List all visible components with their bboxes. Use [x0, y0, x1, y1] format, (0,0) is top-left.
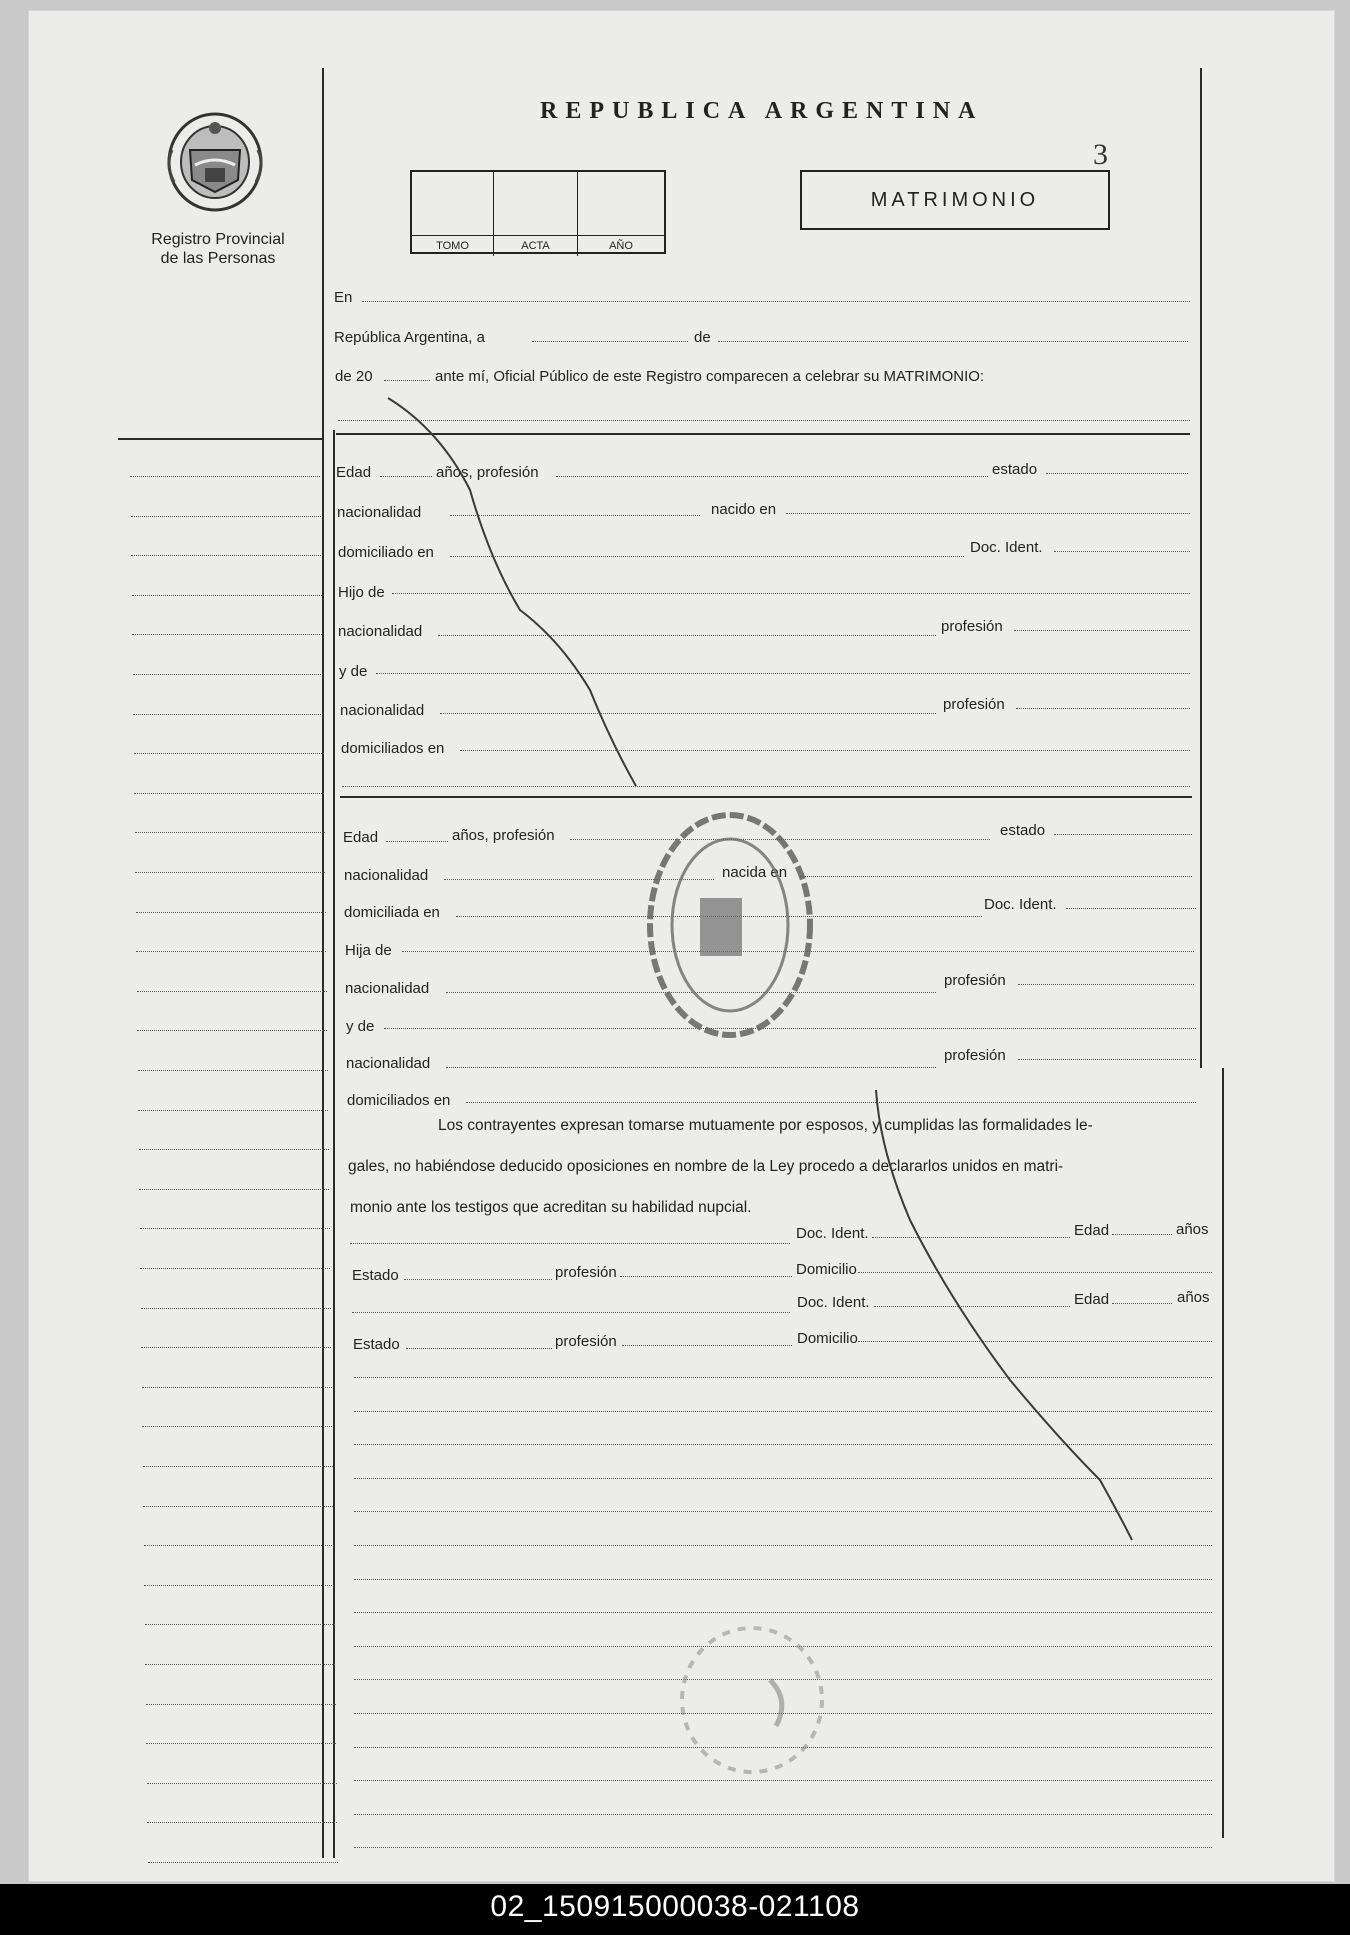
observation-line[interactable] — [354, 1545, 1212, 1546]
groom-extra-field[interactable] — [342, 786, 1190, 787]
groom-mother-nacionalidad-field[interactable] — [440, 713, 936, 714]
ano-label: AÑO — [578, 235, 664, 256]
observation-line[interactable] — [354, 1646, 1212, 1647]
bride-mother-nacionalidad-field[interactable] — [446, 1067, 936, 1068]
intro-extra-field[interactable] — [338, 420, 1190, 421]
witness2-edad-field[interactable] — [1112, 1303, 1172, 1304]
bride-edad-label: Edad — [343, 829, 379, 846]
observation-line[interactable] — [354, 1747, 1212, 1748]
witness1-name-field[interactable] — [350, 1243, 790, 1244]
observation-line[interactable] — [354, 1444, 1212, 1445]
groom-profesion-label: años, profesión — [436, 464, 539, 481]
groom-domiciliado-field[interactable] — [450, 556, 964, 557]
margin-note-line[interactable] — [143, 1466, 333, 1467]
groom-hijo-label: Hijo de — [338, 584, 385, 601]
intro-ante-label: ante mí, Oficial Público de este Registro comparecen a celebrar su MATRIMONIO: — [435, 368, 985, 385]
margin-note-line[interactable] — [130, 476, 320, 477]
witness2-profesion-field[interactable] — [622, 1345, 792, 1346]
witness2-profesion-label: profesión — [555, 1333, 617, 1350]
groom-estado-label: estado — [992, 461, 1038, 478]
groom-edad-field[interactable] — [380, 476, 432, 477]
intro-en-label: En — [334, 289, 353, 306]
witness2-doc-field[interactable] — [874, 1306, 1070, 1307]
act-type-box: MATRIMONIO — [800, 170, 1110, 230]
witness2-estado-field[interactable] — [406, 1348, 552, 1349]
witness1-estado-label: Estado — [352, 1267, 399, 1284]
tomo-acta-ano-grid — [410, 170, 666, 254]
groom-mother-field[interactable] — [376, 673, 1190, 674]
witness2-domicilio-field[interactable] — [858, 1341, 1212, 1342]
observation-line[interactable] — [354, 1612, 1212, 1613]
groom-father-profesion-field[interactable] — [1014, 630, 1190, 631]
intro-month-field[interactable] — [718, 341, 1188, 342]
observation-line[interactable] — [354, 1847, 1212, 1848]
margin-note-line[interactable] — [137, 1030, 327, 1031]
observation-line[interactable] — [354, 1511, 1212, 1512]
witness1-edad-label: Edad — [1074, 1222, 1110, 1239]
observation-line[interactable] — [354, 1780, 1212, 1781]
body-right-border-upper — [1200, 68, 1202, 1068]
intro-de-label: de — [694, 329, 711, 346]
bride-domiciliados-label: domiciliados en — [347, 1092, 451, 1109]
groom-father-nacionalidad-label: nacionalidad — [338, 623, 423, 640]
bride-domiciliados-field[interactable] — [466, 1102, 1196, 1103]
observation-line[interactable] — [354, 1411, 1212, 1412]
groom-y-de-label: y de — [339, 663, 368, 680]
margin-note-line[interactable] — [133, 714, 323, 715]
groom-nacionalidad-label: nacionalidad — [337, 504, 422, 521]
witness2-edad-label: Edad — [1074, 1291, 1110, 1308]
registry-line-2: de las Personas — [160, 250, 276, 267]
bride-mother-field[interactable] — [384, 1028, 1196, 1029]
intro-republica-label: República Argentina, a — [334, 329, 485, 346]
margin-note-line[interactable] — [134, 753, 324, 754]
bride-father-nacionalidad-field[interactable] — [446, 992, 936, 993]
groom-doc-label: Doc. Ident. — [970, 539, 1043, 556]
document-sheet — [28, 10, 1335, 1882]
margin-note-line[interactable] — [145, 1664, 335, 1665]
margin-note-line[interactable] — [141, 1308, 331, 1309]
groom-mother-nacionalidad-label: nacionalidad — [340, 702, 425, 719]
left-margin-divider — [322, 68, 324, 1858]
witness2-anos-label: años — [1177, 1289, 1210, 1306]
bride-hija-field[interactable] — [402, 951, 1194, 952]
groom-mother-profesion-label: profesión — [943, 696, 1005, 713]
groom-domiciliados-label: domiciliados en — [341, 740, 445, 757]
page-number: 3 — [1093, 138, 1108, 171]
groom-hijo-field[interactable] — [392, 593, 1190, 594]
bride-estado-label: estado — [1000, 822, 1046, 839]
witness1-profesion-field[interactable] — [620, 1276, 792, 1277]
observation-line[interactable] — [354, 1377, 1212, 1378]
margin-note-line[interactable] — [139, 1189, 329, 1190]
margin-note-line[interactable] — [137, 991, 327, 992]
observation-line[interactable] — [354, 1579, 1212, 1580]
bride-father-profesion-field[interactable] — [1018, 984, 1194, 985]
margin-note-line[interactable] — [135, 872, 325, 873]
bride-father-nacionalidad-label: nacionalidad — [345, 980, 430, 997]
witness2-name-field[interactable] — [352, 1312, 790, 1313]
witness2-domicilio-label: Domicilio — [797, 1330, 858, 1347]
witness2-doc-label: Doc. Ident. — [797, 1294, 870, 1311]
bride-profesion-field[interactable] — [570, 839, 990, 840]
image-caption-bar — [0, 1884, 1350, 1935]
margin-note-line[interactable] — [136, 912, 326, 913]
body-left-border — [333, 430, 335, 1858]
margin-note-line[interactable] — [144, 1545, 334, 1546]
observation-line[interactable] — [354, 1478, 1212, 1479]
bride-domiciliada-label: domiciliada en — [344, 904, 440, 921]
margin-note-line[interactable] — [140, 1268, 330, 1269]
bride-nacida-label: nacida en — [722, 864, 788, 881]
acta-cell[interactable] — [494, 172, 578, 256]
witness1-domicilio-label: Domicilio — [796, 1261, 857, 1278]
groom-nacido-field[interactable] — [786, 513, 1190, 514]
bride-nacida-field[interactable] — [800, 876, 1192, 877]
groom-nacido-label: nacido en — [711, 501, 777, 518]
margin-note-line[interactable] — [145, 1624, 335, 1625]
margin-note-line[interactable] — [138, 1070, 328, 1071]
margin-note-line[interactable] — [148, 1862, 338, 1863]
margin-note-line[interactable] — [135, 832, 325, 833]
bride-mother-nacionalidad-label: nacionalidad — [346, 1055, 431, 1072]
section-separator-bride — [340, 796, 1192, 798]
body-right-border-lower — [1222, 1068, 1224, 1838]
groom-mother-profesion-field[interactable] — [1016, 708, 1190, 709]
groom-profesion-field[interactable] — [556, 476, 988, 477]
groom-edad-label: Edad — [336, 464, 372, 481]
tomo-label: TOMO — [412, 235, 493, 256]
groom-estado-field[interactable] — [1046, 473, 1188, 474]
margin-note-line[interactable] — [138, 1110, 328, 1111]
margin-note-line[interactable] — [146, 1743, 336, 1744]
bride-father-profesion-label: profesión — [944, 972, 1006, 989]
bride-profesion-label: años, profesión — [452, 827, 555, 844]
margin-note-line[interactable] — [147, 1783, 337, 1784]
intro-year-field[interactable] — [384, 380, 430, 381]
witness1-anos-label: años — [1176, 1221, 1209, 1238]
acta-label: ACTA — [494, 235, 577, 256]
margin-note-line[interactable] — [139, 1149, 329, 1150]
margin-note-line[interactable] — [142, 1426, 332, 1427]
margin-note-line[interactable] — [132, 634, 322, 635]
margin-separator-line — [118, 438, 322, 440]
bride-mother-profesion-label: profesión — [944, 1047, 1006, 1064]
bride-nacionalidad-label: nacionalidad — [344, 867, 429, 884]
bride-mother-profesion-field[interactable] — [1018, 1059, 1196, 1060]
declaration-line-2: gales, no habiéndose deducido oposiciones en nombre de la Ley procedo a declararlos unidos en matri- — [348, 1158, 1064, 1175]
groom-domiciliado-label: domiciliado en — [338, 544, 434, 561]
observation-line[interactable] — [354, 1713, 1212, 1714]
margin-note-line[interactable] — [147, 1822, 337, 1823]
bride-estado-field[interactable] — [1054, 834, 1192, 835]
bride-domiciliada-field[interactable] — [456, 916, 982, 917]
observation-line[interactable] — [354, 1679, 1212, 1680]
observation-line[interactable] — [354, 1814, 1212, 1815]
declaration-paragraph — [346, 1105, 1206, 1228]
margin-note-line[interactable] — [133, 674, 323, 675]
ano-cell[interactable] — [578, 172, 664, 256]
witness2-estado-label: Estado — [353, 1336, 400, 1353]
margin-note-line[interactable] — [131, 516, 321, 517]
margin-note-line[interactable] — [142, 1387, 332, 1388]
intro-day-field[interactable] — [532, 341, 688, 342]
declaration-line-1: Los contrayentes expresan tomarse mutuamente por esposos, y cumplidas las formalidades le- — [438, 1117, 1093, 1134]
groom-nacionalidad-field[interactable] — [450, 515, 700, 516]
declaration-line-3: monio ante los testigos que acreditan su habilidad nupcial. — [350, 1199, 752, 1216]
bride-hija-label: Hija de — [345, 942, 392, 959]
margin-note-line[interactable] — [141, 1347, 331, 1348]
witness1-doc-field[interactable] — [872, 1237, 1070, 1238]
bride-nacionalidad-field[interactable] — [444, 879, 714, 880]
margin-note-line[interactable] — [144, 1585, 334, 1586]
margin-note-line[interactable] — [134, 793, 324, 794]
witness1-edad-field[interactable] — [1112, 1234, 1172, 1235]
section-separator-groom — [336, 433, 1190, 435]
groom-doc-field[interactable] — [1054, 551, 1190, 552]
document-title: REPUBLICA ARGENTINA — [540, 98, 984, 124]
intro-en-field[interactable] — [362, 301, 1190, 302]
bride-doc-label: Doc. Ident. — [984, 896, 1057, 913]
bride-doc-field[interactable] — [1066, 908, 1196, 909]
groom-father-nacionalidad-field[interactable] — [438, 635, 936, 636]
groom-father-profesion-label: profesión — [941, 618, 1003, 635]
provincial-seal-icon — [160, 110, 270, 215]
margin-note-line[interactable] — [143, 1506, 333, 1507]
tomo-cell[interactable] — [412, 172, 494, 256]
margin-note-line[interactable] — [132, 595, 322, 596]
bride-edad-field[interactable] — [386, 841, 448, 842]
witness1-estado-field[interactable] — [404, 1279, 552, 1280]
margin-note-line[interactable] — [131, 555, 321, 556]
registry-line-1: Registro Provincial — [151, 231, 285, 248]
registry-name — [128, 230, 308, 268]
witness1-profesion-label: profesión — [555, 1264, 617, 1281]
witness1-domicilio-field[interactable] — [858, 1272, 1212, 1273]
margin-note-line[interactable] — [146, 1704, 336, 1705]
intro-year-label: de 20 — [335, 368, 373, 385]
margin-note-line[interactable] — [140, 1228, 330, 1229]
groom-domiciliados-field[interactable] — [460, 750, 1190, 751]
image-caption: 02_150915000038-021108 — [490, 1890, 860, 1923]
margin-note-line[interactable] — [136, 951, 326, 952]
bride-y-de-label: y de — [346, 1018, 375, 1035]
witness1-doc-label: Doc. Ident. — [796, 1225, 869, 1242]
